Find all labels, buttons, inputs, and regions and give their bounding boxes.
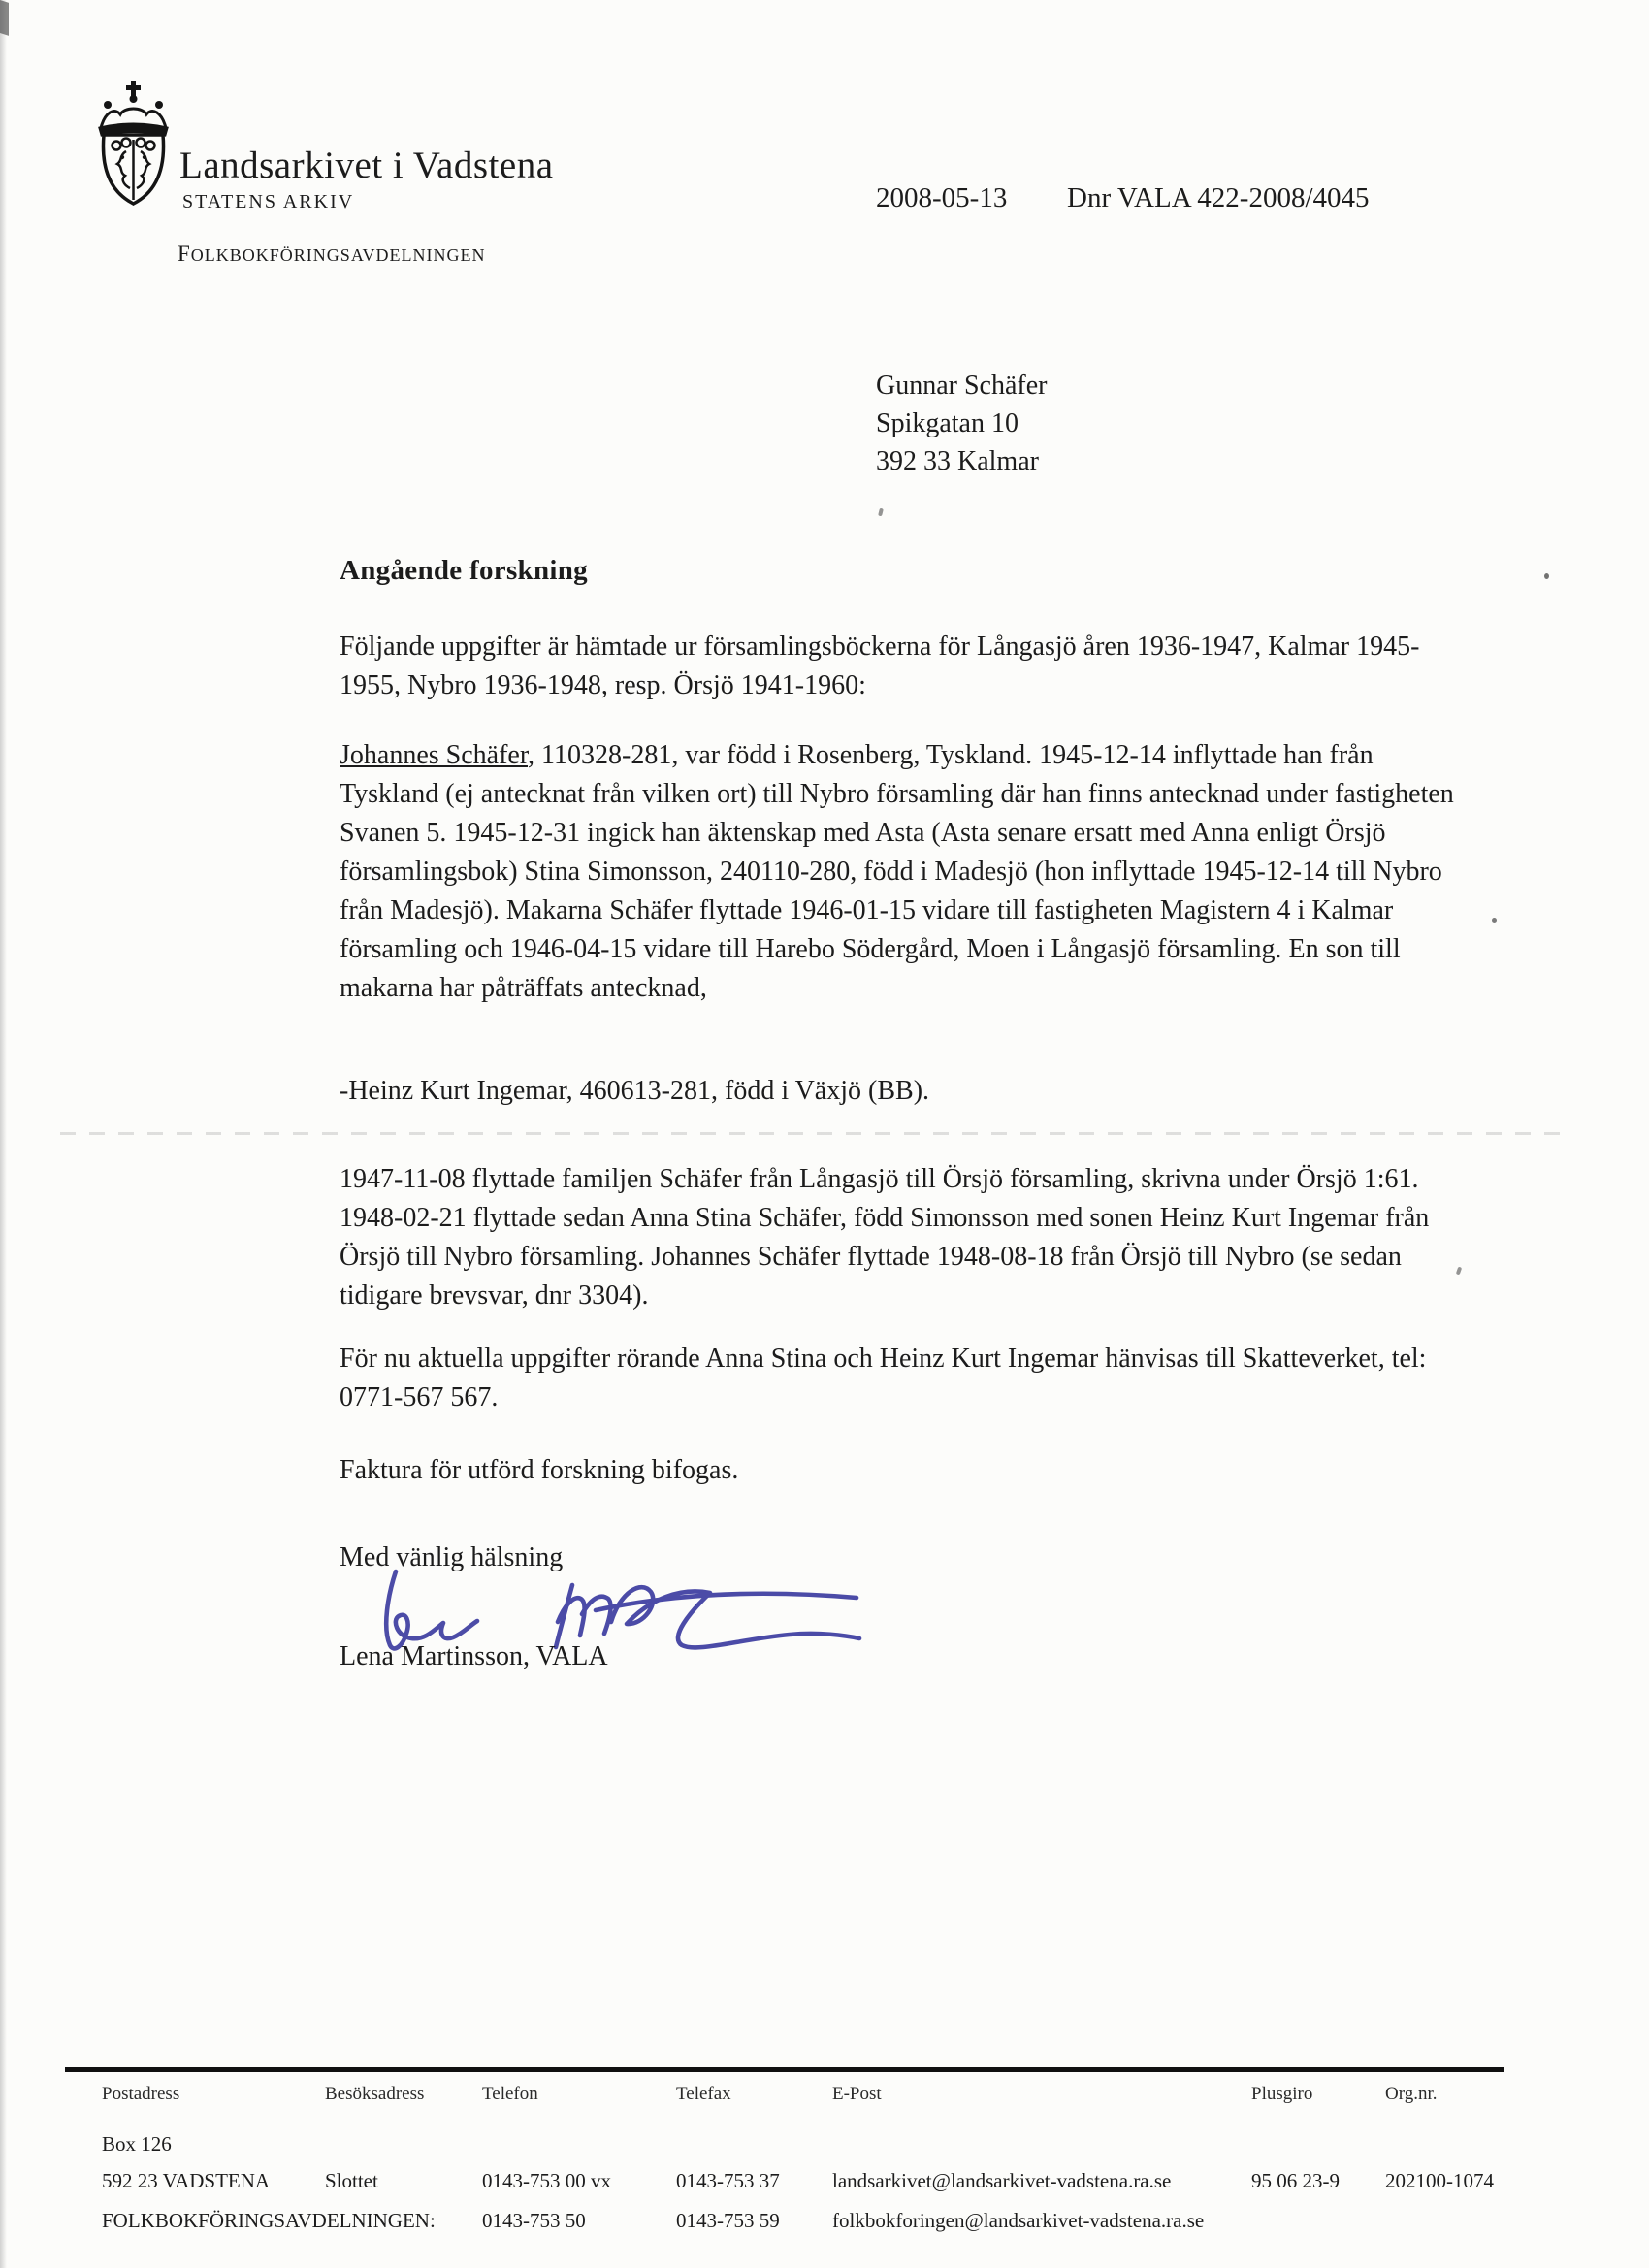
- diary-number: Dnr VALA 422-2008/4045: [1067, 182, 1370, 213]
- scan-artifact: [1492, 918, 1497, 923]
- signer-name: Lena Martinsson, VALA: [340, 1641, 608, 1671]
- paragraph-sources: Följande uppgifter är hämtade ur församlingsböckerna för Långasjö åren 1936-1947, Kalmar 1945-1955, Nybro 1936-1948, resp. Örsjö 1941-1960:: [340, 632, 1420, 700]
- footer-telefon-2: 0143-753 50: [482, 2209, 586, 2232]
- footer-department-label: FOLKBOKFÖRINGSAVDELNINGEN:: [102, 2209, 436, 2232]
- paragraph-johannes-rest: , 110328-281, var född i Rosenberg, Tyskland. 1945-12-14 inflyttade han från Tyskland (ej antecknat från vilken ort) till Nybro församling där han finns antecknad under fastigheten Svanen 5. 1945-12-31 ingick han äktenskap med Asta (Asta senare ersatt med Anna enligt Örsjö församlingsbok) Stina Simonsson, 240110-280, född i Madesjö (hon inflyttade 1945-12-14 till Nybro från Madesjö). Makarna Schäfer flyttade 1946-01-15 vidare till fastigheten Magistern 4 i Kalmar församling och 1946-04-15 vidare till Harebo Södergård, Moen i Långasjö församling. En son till makarna har påträffats antecknad,: [340, 740, 1454, 1003]
- footer-header-orgnr: Org.nr.: [1385, 2084, 1438, 2104]
- paragraph-skatteverket: För nu aktuella uppgifter rörande Anna Stina och Heinz Kurt Ingemar hänvisas till Skatteverket, tel: 0771-567 567.: [340, 1344, 1427, 1412]
- org-parent: STATENS ARKIV: [182, 191, 355, 212]
- underlined-name: Johannes Schäfer: [340, 740, 529, 770]
- footer-postadress-city: 592 23 VADSTENA: [102, 2169, 271, 2192]
- footer-telefax-2: 0143-753 59: [676, 2209, 780, 2232]
- scan-artifact: [0, 0, 9, 36]
- paragraph-moves: 1947-11-08 flyttade familjen Schäfer från Långasjö till Örsjö församling, skrivna under Örsjö 1:61. 1948-02-21 flyttade sedan Anna Stina Schäfer, född Simonsson med sonen Heinz Kurt Ingemar från Örsjö till Nybro församling. Johannes Schäfer flyttade 1948-08-18 från Örsjö till Nybro (se sedan tidigare brevsvar, dnr 3304).: [340, 1164, 1430, 1311]
- scan-artifact: [60, 1132, 1568, 1135]
- subject-line: Angående forskning: [340, 555, 588, 586]
- footer-telefon-1: 0143-753 00 vx: [482, 2169, 611, 2192]
- paragraph-invoice: Faktura för utförd forskning bifogas.: [340, 1455, 739, 1485]
- footer-epost-1: landsarkivet@landsarkivet-vadstena.ra.se: [832, 2169, 1172, 2192]
- coat-of-arms-icon: [87, 80, 180, 208]
- footer-postadress-box: Box 126: [102, 2132, 172, 2155]
- paragraph-son: -Heinz Kurt Ingemar, 460613-281, född i Växjö (BB).: [340, 1076, 930, 1106]
- footer-epost-2: folkbokforingen@landsarkivet-vadstena.ra.se: [832, 2209, 1205, 2232]
- recipient-name: Gunnar Schäfer: [876, 371, 1048, 401]
- letter-date: 2008-05-13: [876, 182, 1008, 213]
- recipient-address-block: [876, 367, 1047, 480]
- paragraph-johannes: [340, 736, 1470, 1008]
- footer-divider: [65, 2067, 1504, 2072]
- footer-header-postadress: Postadress: [102, 2084, 180, 2104]
- footer-header-besoksadress: Besöksadress: [325, 2084, 425, 2104]
- recipient-city: 392 33 Kalmar: [876, 446, 1039, 476]
- footer-besoksadress-value: Slottet: [325, 2169, 378, 2192]
- footer-plusgiro-value: 95 06 23-9: [1251, 2169, 1340, 2192]
- footer-header-telefon: Telefon: [482, 2084, 538, 2104]
- recipient-street: Spikgatan 10: [876, 408, 1018, 438]
- scan-edge-shadow: [0, 0, 7, 2268]
- footer-header-plusgiro: Plusgiro: [1251, 2084, 1313, 2104]
- footer-orgnr-value: 202100-1074: [1385, 2169, 1494, 2192]
- scan-artifact: [1544, 573, 1549, 579]
- valediction: Med vänlig hälsning: [340, 1542, 564, 1572]
- footer-telefax-1: 0143-753 37: [676, 2169, 780, 2192]
- footer-header-telefax: Telefax: [676, 2084, 731, 2104]
- footer-header-epost: E-Post: [832, 2084, 882, 2104]
- org-name: Landsarkivet i Vadstena: [179, 145, 554, 186]
- scan-artifact: [878, 508, 884, 517]
- department-name: FOLKBOKFÖRINGSAVDELNINGEN: [178, 242, 486, 266]
